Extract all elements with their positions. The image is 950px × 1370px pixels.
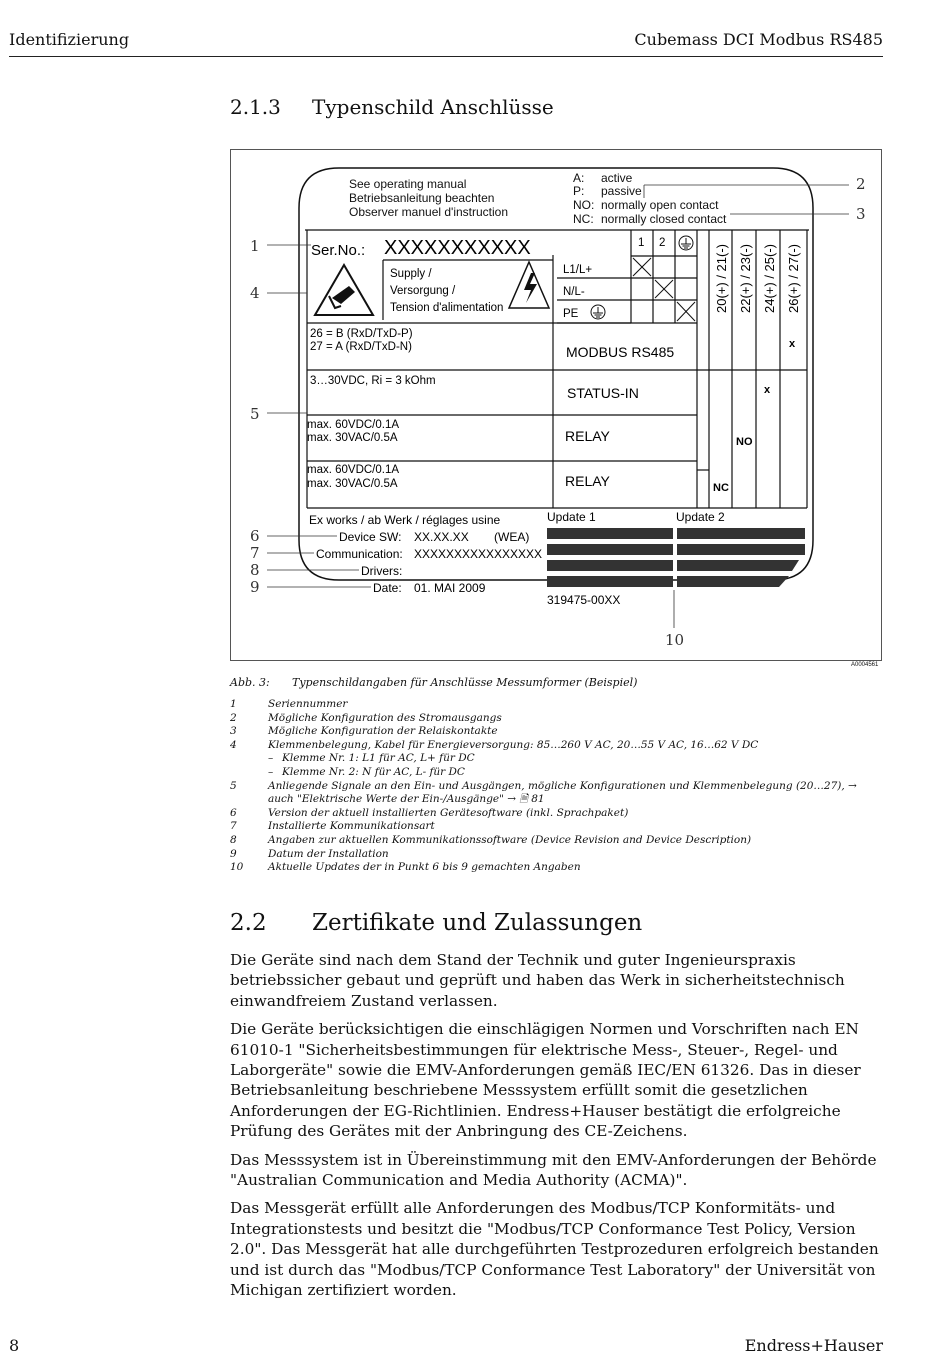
manual-text-en: See operating manual xyxy=(349,177,467,191)
legend-text: Aktuelle Updates der in Punkt 6 bis 9 gemachten Angaben xyxy=(268,861,581,874)
device-sw-value: XX.XX.XX xyxy=(414,530,469,544)
relay1-spec-ac: max. 30VAC/0.5A xyxy=(307,432,398,444)
code-nc-value: normally closed contact xyxy=(601,212,727,226)
communication-value: XXXXXXXXXXXXXXXX xyxy=(414,547,543,561)
communication-label: Communication: xyxy=(316,547,403,561)
code-p-key: P: xyxy=(573,184,585,198)
ex-works-label: Ex works / ab Werk / réglages usine xyxy=(309,513,501,527)
legend-number: 2 xyxy=(230,711,237,724)
code-p-value: passive xyxy=(601,184,642,198)
callout-8: 8 xyxy=(250,561,260,579)
power-row-l1: L1/L+ xyxy=(563,264,593,276)
legend-text: Installierte Kommunikationsart xyxy=(268,820,435,833)
page-number: 8 xyxy=(9,1336,20,1355)
legend-item xyxy=(230,834,885,848)
legend-item xyxy=(230,712,885,726)
manual-text-de: Betriebsanleitung beachten xyxy=(349,191,495,205)
legend-item xyxy=(230,766,885,780)
terminal-24-25: 24(+) / 25(-) xyxy=(762,244,777,313)
header-rule xyxy=(9,56,883,57)
status-in-label: STATUS-IN xyxy=(567,385,639,401)
legend-text: – Klemme Nr. 2: N für AC, L- für DC xyxy=(268,765,465,778)
callout-10: 10 xyxy=(665,631,685,649)
mark-x-26-27: x xyxy=(789,338,796,350)
power-row-n: N/L- xyxy=(563,286,585,298)
part-number: 319475-00XX xyxy=(547,593,621,607)
serial-value: XXXXXXXXXXX xyxy=(384,237,531,259)
legend-number xyxy=(230,752,268,766)
date-value: 01. MAI 2009 xyxy=(414,581,486,595)
legend-item xyxy=(230,698,885,712)
legend-text: Mögliche Konfiguration der Relaiskontakte xyxy=(268,725,498,738)
callout-7: 7 xyxy=(250,544,260,562)
manual-text-fr: Observer manuel d'instruction xyxy=(349,205,509,219)
paragraph: Die Geräte berücksichtigen die einschlägigen Normen und Vorschriften nach EN 61010-1 "Sicherheitsbestimmungen für elektrische Mess-, Steuer-, Regel- und Laborgeräte" sowie die EMV-Anforderungen gemäß IEC/EN 61326. Das in dieser Betriebsanleitung beschriebene Messsystem erfüllt somit die gesetzlichen Anforderungen der EG-Richtlinien. Endress+Hauser bestätigt die erfolgreiche Prüfung des Gerätes mit der Anbringung des CE-Zeichens. xyxy=(230,1020,861,1141)
relay2-spec-ac: max. 30VAC/0.5A xyxy=(307,478,398,490)
update-1-label: Update 1 xyxy=(547,510,596,524)
legend-text: Klemmenbelegung, Kabel für Energieversorgung: 85…260 V AC, 20…55 V AC, 16…62 V DC xyxy=(268,738,759,751)
section-number: 2.1.3 xyxy=(230,95,281,119)
serial-label: Ser.No.: xyxy=(311,242,366,259)
legend-number: 8 xyxy=(230,833,237,846)
nameplate-figure xyxy=(230,149,882,661)
supply-label-fr: Tension d'alimentation xyxy=(390,302,504,314)
terminal-22-23: 22(+) / 23(-) xyxy=(738,244,753,313)
terminal-26-27: 26(+) / 27(-) xyxy=(786,244,801,313)
legend-text: Datum der Installation xyxy=(268,847,389,860)
legend-number: 5 xyxy=(230,779,237,792)
callout-2: 2 xyxy=(856,175,866,193)
legend-item xyxy=(230,861,885,875)
section-title: Zertifikate und Zulassungen xyxy=(312,910,643,936)
modbus-label: MODBUS RS485 xyxy=(566,344,675,360)
legend-item xyxy=(230,807,885,821)
nameplate-drawing xyxy=(231,150,883,662)
legend-text: Mögliche Konfiguration des Stromausgangs xyxy=(268,711,502,724)
terminal-20-21: 20(+) / 21(-) xyxy=(714,244,729,313)
paragraph: Die Geräte sind nach dem Stand der Technik und guter Ingenieurspraxis betriebssicher gebaut und geprüft und haben das Werk in sicherheitstechnisch einwandfreiem Zustand verlassen. xyxy=(230,951,845,1010)
high-voltage-icon xyxy=(509,262,549,308)
section-number: 2.2 xyxy=(230,910,267,936)
callout-1: 1 xyxy=(250,237,260,255)
figure-caption xyxy=(230,676,637,689)
mark-x-24-25: x xyxy=(764,384,771,396)
legend-subitem-text: Klemme Nr. 2: N für AC, L- für DC xyxy=(282,765,465,778)
caption-text: Typenschildangaben für Anschlüsse Messumformer (Beispiel) xyxy=(292,676,638,689)
paragraph: Das Messsystem ist in Übereinstimmung mit den EMV-Anforderungen der Behörde "Australian Communication and Media Authority (ACMA)". xyxy=(230,1150,877,1190)
legend-item xyxy=(230,848,885,862)
legend-number xyxy=(230,766,268,780)
legend-number: 4 xyxy=(230,738,237,751)
relay2-label: RELAY xyxy=(565,473,610,489)
mark-no: NO xyxy=(736,436,753,448)
caption-label: Abb. 3: xyxy=(230,676,270,689)
status-in-spec: 3…30VDC, Ri = 3 kOhm xyxy=(310,375,436,387)
power-col-1: 1 xyxy=(638,237,645,249)
esd-warning-icon xyxy=(315,265,373,315)
relay1-spec-dc: max. 60VDC/0.1A xyxy=(307,419,400,431)
code-a-key: A: xyxy=(573,171,585,185)
power-col-2: 2 xyxy=(659,237,666,249)
header-product-name: Cubemass DCI Modbus RS485 xyxy=(634,30,883,49)
legend-item xyxy=(230,820,885,834)
drivers-label: Drivers: xyxy=(361,564,403,578)
date-label: Date: xyxy=(373,581,402,595)
header-section-title: Identifizierung xyxy=(9,30,130,49)
callout-6: 6 xyxy=(250,527,260,545)
legend-number: 3 xyxy=(230,725,237,738)
figure-legend xyxy=(230,698,885,875)
code-nc-key: NC: xyxy=(573,212,594,226)
supply-label-en: Supply / xyxy=(390,268,432,280)
code-no-key: NO: xyxy=(573,198,595,212)
callout-9: 9 xyxy=(250,578,260,596)
footer-brand: Endress+Hauser xyxy=(744,1336,883,1355)
earth-icon xyxy=(679,236,693,250)
modbus-pin-b: 26 = B (RxD/TxD-P) xyxy=(310,328,413,340)
device-sw-label: Device SW: xyxy=(339,530,402,544)
legend-number: 7 xyxy=(230,820,237,833)
relay1-label: RELAY xyxy=(565,428,610,444)
section-heading-2-2 xyxy=(230,910,642,936)
legend-text: Seriennummer xyxy=(268,698,348,710)
callout-4: 4 xyxy=(250,284,260,302)
paragraph: Das Messgerät erfüllt alle Anforderungen des Modbus/TCP Konformitäts- und Integrationstests und besitzt die "Modbus/TCP Conformance Test Policy, Version 2.0". Das Messgerät hat alle durchgeführten Testprozeduren erfolgreich bestanden und ist durch das "Modbus/TCP Conformance Test Laboratory" der Universität von Michigan zertifiziert worden. xyxy=(230,1199,879,1300)
pe-earth-icon xyxy=(591,305,605,319)
legend-item xyxy=(230,752,885,766)
device-sw-extra: (WEA) xyxy=(494,530,530,544)
legend-text: Angaben zur aktuellen Kommunikationssoftware (Device Revision and Device Description) xyxy=(268,833,752,846)
mark-nc: NC xyxy=(713,482,729,494)
power-row-pe: PE xyxy=(563,308,579,320)
figure-code: A0004561 xyxy=(851,662,879,668)
legend-text: – Klemme Nr. 1: L1 für AC, L+ für DC xyxy=(268,752,475,765)
legend-subitem-text: Klemme Nr. 1: L1 für AC, L+ für DC xyxy=(282,752,475,765)
legend-item xyxy=(230,739,885,753)
legend-item xyxy=(230,725,885,739)
update-bars xyxy=(547,528,805,587)
body-text xyxy=(230,950,885,1309)
section-heading-2-1-3 xyxy=(230,95,554,119)
code-no-value: normally open contact xyxy=(601,198,719,212)
callout-3: 3 xyxy=(856,205,866,223)
modbus-pin-a: 27 = A (RxD/TxD-N) xyxy=(310,341,412,353)
code-a-value: active xyxy=(601,171,633,185)
legend-text: Version der aktuell installierten Gerätesoftware (inkl. Sprachpaket) xyxy=(268,806,629,819)
legend-number: 1 xyxy=(230,698,237,710)
callout-5: 5 xyxy=(250,405,260,423)
legend-text: Anliegende Signale an den Ein- und Ausgängen, mögliche Konfigurationen und Klemmenbelegung (20…27), → auch "Elektrische Werte der Ein-/Ausgänge" → 🗎 81 xyxy=(268,779,857,806)
section-title: Typenschild Anschlüsse xyxy=(312,95,554,119)
legend-number: 9 xyxy=(230,847,237,860)
legend-number: 6 xyxy=(230,806,237,819)
supply-label-de: Versorgung / xyxy=(390,285,456,297)
relay2-spec-dc: max. 60VDC/0.1A xyxy=(307,464,400,476)
legend-item xyxy=(230,780,885,807)
update-2-label: Update 2 xyxy=(676,510,725,524)
legend-number: 10 xyxy=(230,861,244,874)
